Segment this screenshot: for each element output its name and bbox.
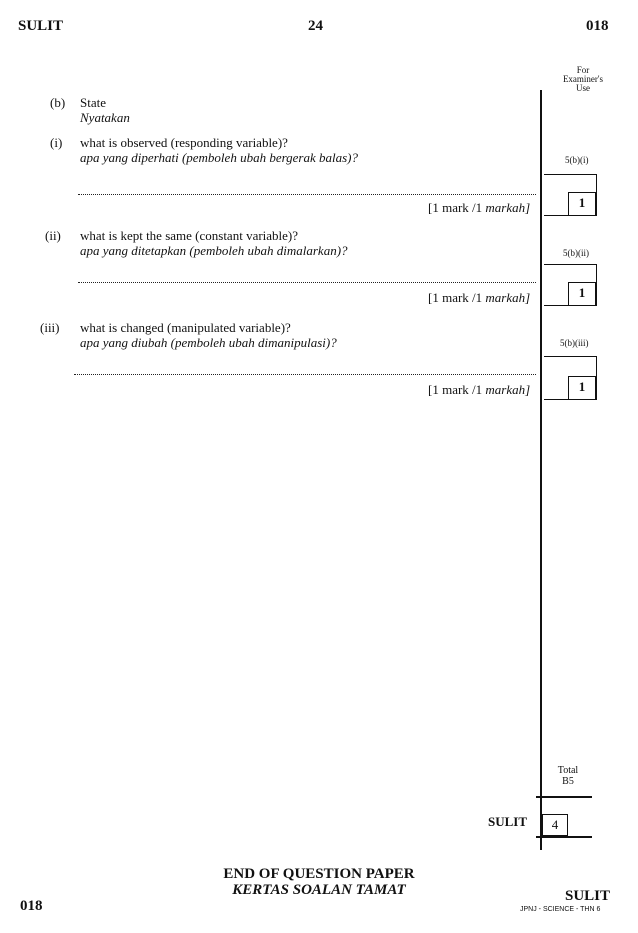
- page-number: 24: [308, 18, 323, 34]
- mark-box-ii-score: 1: [568, 282, 596, 306]
- examiner-column-divider: [540, 90, 542, 850]
- question-i-code: 5(b)(i): [565, 155, 589, 165]
- question-ii-mark: [428, 290, 530, 306]
- answer-line-ii[interactable]: [78, 282, 536, 283]
- header-sulit: SULIT: [18, 18, 64, 34]
- question-iii-text-ms: apa yang diubah (pemboleh ubah dimanipulasi)?: [80, 335, 337, 350]
- part-b-title-ms: Nyatakan: [80, 110, 130, 125]
- question-i-mark: [428, 200, 530, 216]
- mark-en: [1 mark /1: [428, 290, 486, 305]
- mark-en: [1 mark /1: [428, 200, 486, 215]
- question-i-number: (i): [50, 135, 63, 150]
- mark-box-i-score: 1: [568, 192, 596, 216]
- question-ii-code: 5(b)(ii): [563, 248, 589, 258]
- end-of-paper-ms: KERTAS SOALAN TAMAT: [232, 882, 406, 898]
- footer-sulit: SULIT: [565, 888, 611, 904]
- examiner-line1: For: [576, 65, 590, 75]
- question-ii-text: what is kept the same (constant variable)?: [80, 228, 299, 243]
- total-section: B5: [562, 776, 574, 787]
- footer-sub: JPNJ - SCIENCE - THN 6: [520, 906, 601, 913]
- question-ii-text-ms: apa yang ditetapkan (pemboleh ubah dimalarkan)?: [80, 243, 348, 258]
- total-box-bottom: [536, 836, 592, 838]
- question-i-text-ms: apa yang diperhati (pemboleh ubah bergerak balas)?: [80, 150, 359, 165]
- question-iii-mark: [428, 382, 530, 398]
- total-box-top: [536, 796, 592, 798]
- part-b-label: (b): [50, 95, 66, 110]
- total-score: 4: [542, 814, 568, 836]
- answer-line-iii[interactable]: [74, 374, 536, 375]
- end-of-paper: END OF QUESTION PAPER: [223, 866, 415, 882]
- examiner-use-label: [548, 66, 618, 93]
- question-iii-text: what is changed (manipulated variable)?: [80, 320, 291, 335]
- mark-ms: markah]: [485, 200, 531, 215]
- question-iii-number: (iii): [40, 320, 60, 335]
- mark-en: [1 mark /1: [428, 382, 486, 397]
- examiner-line3: Use: [576, 83, 590, 93]
- mark-ms: markah]: [485, 290, 531, 305]
- mark-box-iii-score: 1: [568, 376, 596, 400]
- mark-ms: markah]: [485, 382, 531, 397]
- question-iii-code: 5(b)(iii): [560, 338, 589, 348]
- part-b-title: State: [80, 95, 106, 110]
- total-sulit: SULIT: [488, 814, 528, 829]
- examiner-line2: Examiner's: [562, 74, 604, 84]
- answer-line-i[interactable]: [78, 194, 536, 195]
- question-i-text: what is observed (responding variable)?: [80, 135, 288, 150]
- total-label: [548, 765, 588, 787]
- footer-code: 018: [20, 898, 43, 914]
- question-ii-number: (ii): [45, 228, 61, 243]
- header-code: 018: [586, 18, 609, 34]
- total-text: Total: [557, 765, 579, 776]
